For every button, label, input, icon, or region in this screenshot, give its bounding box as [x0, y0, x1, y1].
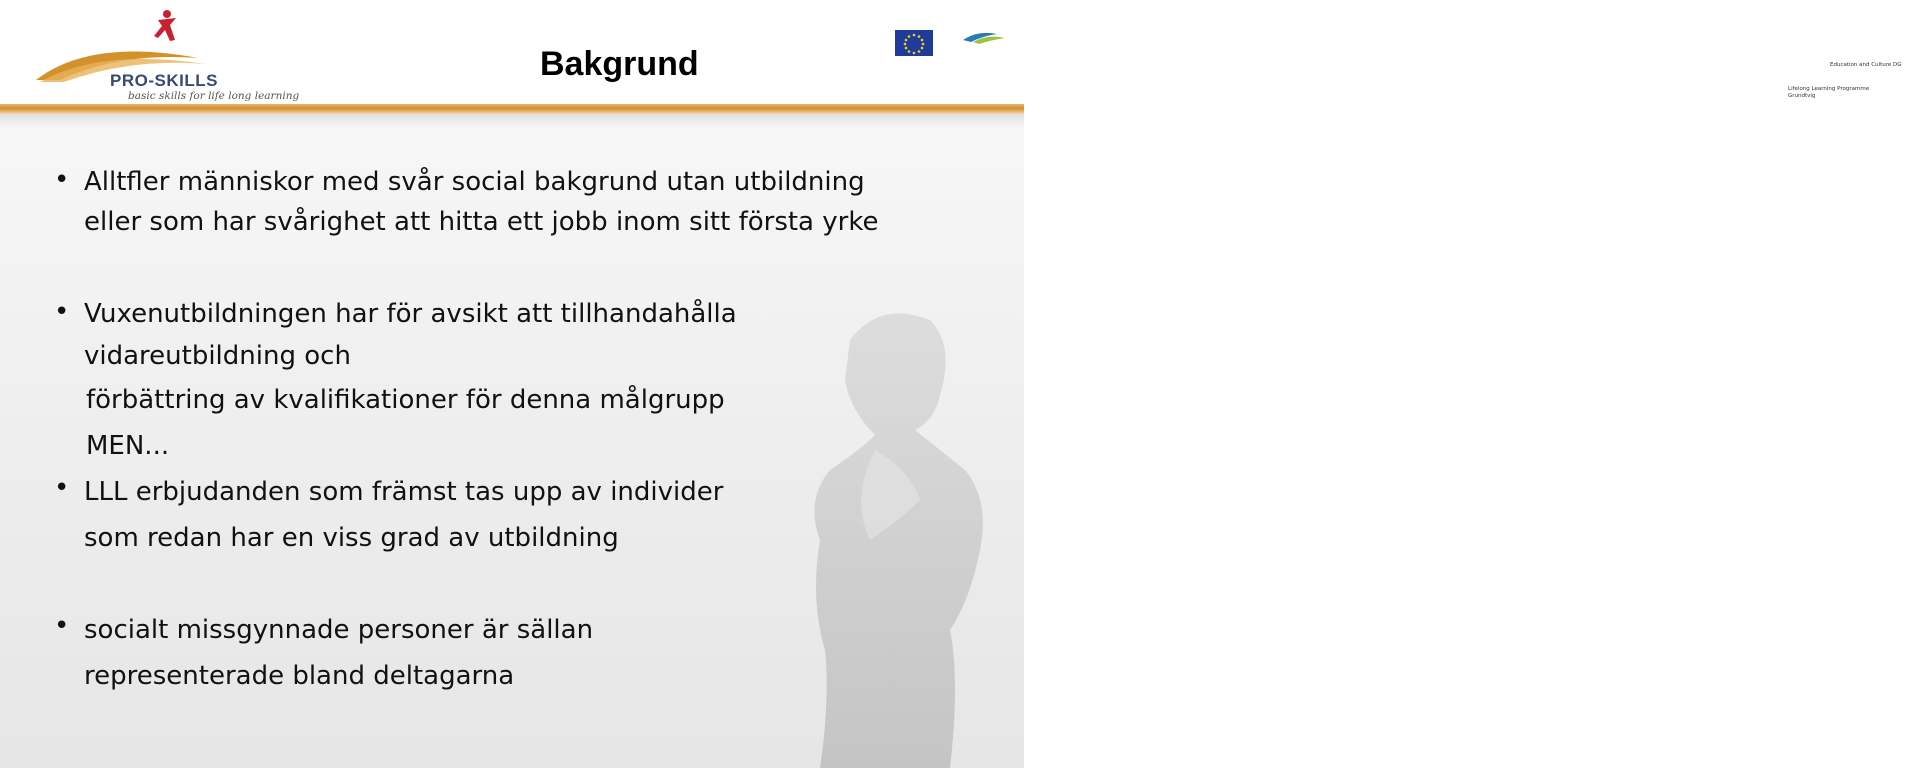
eu-caption: Education and Culture DG — [1830, 62, 1902, 68]
bullet-marker: • — [54, 297, 70, 327]
eu-programme-sub: Grundtvig — [1788, 93, 1816, 99]
eu-programme — [1788, 86, 1869, 100]
bullet-item — [44, 165, 944, 205]
bullet-text: MEN... — [86, 431, 170, 461]
bullet-item-continuation — [44, 205, 944, 297]
eu-programme-name: Lifelong Learning Programme — [1788, 86, 1870, 92]
bullet-item — [44, 611, 944, 657]
bullet-marker: • — [54, 473, 70, 503]
logo-name: PRO-SKILLS — [110, 71, 218, 90]
bullet-text: eller som har svårighet att hitta ett jobb inom sitt första yrke — [84, 207, 879, 237]
slide-title: Bakgrund — [540, 45, 699, 83]
pro-skills-logo — [30, 8, 300, 102]
header-shadow — [0, 114, 1024, 128]
bullet-marker: • — [54, 165, 70, 195]
bullet-text: som redan har en viss grad av utbildning — [84, 523, 619, 553]
bullet-item — [44, 297, 944, 339]
logo-tagline: basic skills for life long learning — [128, 90, 300, 102]
bullet-item-continuation — [44, 339, 944, 381]
header-divider-bar — [0, 104, 1024, 114]
bullet-text: vidareutbildning och — [84, 341, 351, 371]
bullet-text: Alltfler människor med svår social bakgrund utan utbildning — [84, 167, 865, 197]
bullet-item-continuation — [44, 657, 944, 703]
bullet-list — [44, 165, 944, 703]
bullet-item-continuation — [44, 381, 944, 427]
bullet-marker: • — [54, 611, 70, 641]
eu-programme-logo — [893, 28, 1902, 99]
bullet-text: LLL erbjudanden som främst tas upp av individer — [84, 477, 724, 507]
bullet-text: Vuxenutbildningen har för avsikt att tillhandahålla — [84, 299, 737, 329]
eu-flag-icon — [893, 28, 1011, 76]
bullet-item-continuation — [44, 519, 944, 611]
bullet-item — [44, 473, 944, 519]
bullet-text: förbättring av kvalifikationer för denna målgrupp — [86, 385, 725, 415]
bullet-item-continuation — [44, 427, 944, 473]
bullet-text: representerade bland deltagarna — [84, 661, 515, 691]
bullet-text: socialt missgynnade personer är sällan — [84, 615, 594, 645]
